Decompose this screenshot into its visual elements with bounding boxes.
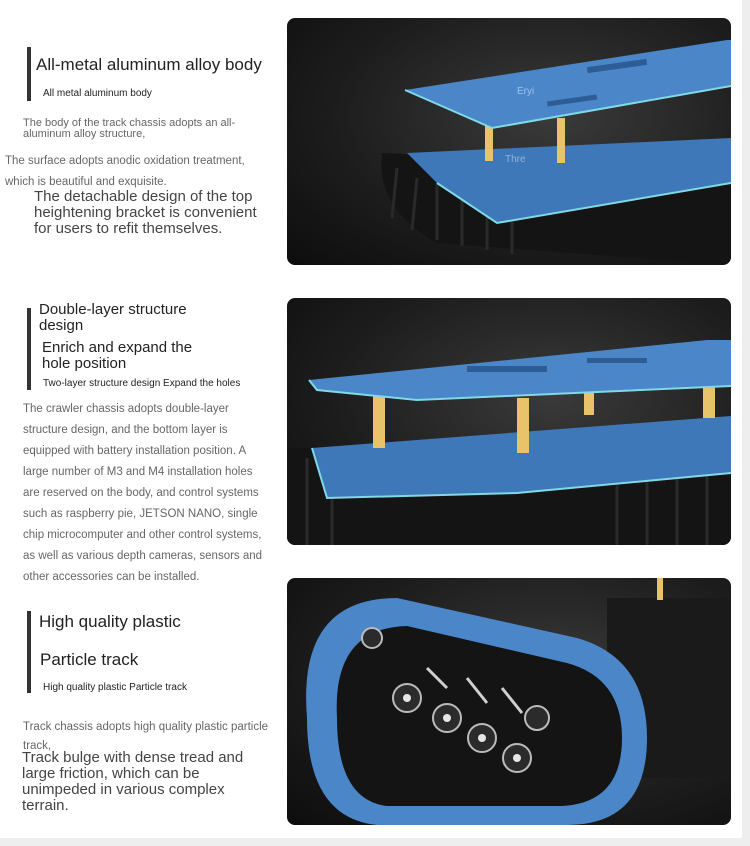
double-layer-photo bbox=[287, 298, 731, 545]
section2-title: Double-layer structure design bbox=[39, 301, 187, 334]
plate-engraving-mid: Thre bbox=[505, 154, 526, 165]
section1-subtitle: All metal aluminum body bbox=[43, 88, 152, 99]
section2-subtitle-large: Enrich and expand the hole position bbox=[42, 339, 193, 372]
section1-text-4: The detachable design of the top heightening bracket is convenient for users to refit themselves. bbox=[34, 188, 257, 237]
aluminum-chassis-photo bbox=[287, 18, 731, 265]
chassis-illustration bbox=[287, 18, 731, 265]
section1-text-2: The surface adopts anodic oxidation treatment, bbox=[5, 155, 245, 167]
title-accent-bar bbox=[27, 308, 31, 390]
section3-title: High quality plastic bbox=[39, 612, 181, 631]
section3-text-1: Track chassis adopts high quality plastic particle track, bbox=[23, 721, 269, 752]
title-accent-bar bbox=[27, 611, 31, 693]
section3-text-2: Track bulge with dense tread and large friction, which can be unimpeded in various complex terrain. bbox=[22, 749, 244, 814]
section2-body: The crawler chassis adopts double-layer structure design, and the bottom layer is equipped with battery installation position. A large number of M3 and M4 installation holes are reserved on the body, and control systems such as raspberry pie, JETSON NANO, single chip microcomputer and other control systems, as well as various depth cameras, sensors and other accessories can be installed. bbox=[23, 403, 263, 583]
section3-title-2: Particle track bbox=[40, 650, 139, 669]
track-illustration bbox=[287, 578, 731, 825]
title-accent-bar bbox=[27, 47, 31, 101]
double-layer-illustration bbox=[287, 298, 731, 545]
section1-text-3: which is beautiful and exquisite. bbox=[5, 176, 167, 188]
section2-subtitle-small: Two-layer structure design Expand the holes bbox=[43, 378, 241, 389]
plate-engraving-top: Eryi bbox=[517, 86, 535, 97]
section1-text-1: The body of the track chassis adopts an all- aluminum alloy structure, bbox=[23, 117, 236, 140]
particle-track-photo bbox=[287, 578, 731, 825]
section3-subtitle: High quality plastic Particle track bbox=[43, 682, 187, 693]
section1-title: All-metal aluminum alloy body bbox=[36, 55, 262, 74]
